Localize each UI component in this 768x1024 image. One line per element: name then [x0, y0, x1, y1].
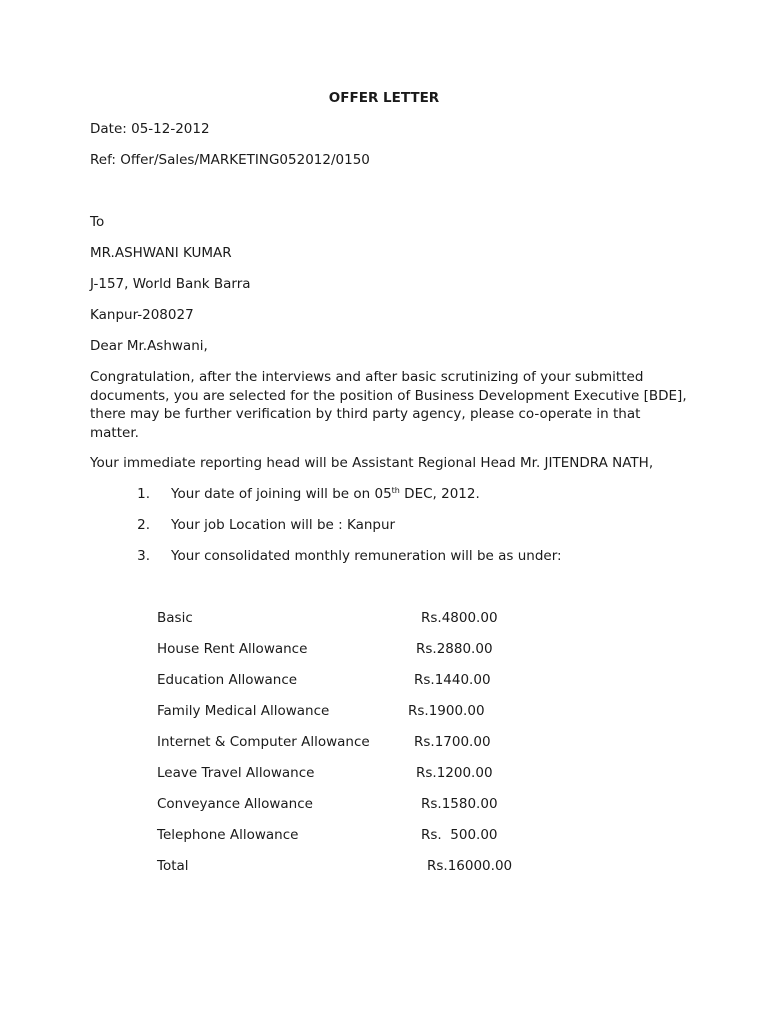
salary-value-hra: Rs.2880.00 [416, 641, 493, 657]
body-paragraph-reporting-head: Your immediate reporting head will be Assistant Regional Head Mr. JITENDRA NATH, [90, 455, 654, 471]
salary-value-leave-travel: Rs.1200.00 [416, 765, 493, 781]
letter-ref: Ref: Offer/Sales/MARKETING052012/0150 [90, 152, 370, 168]
salary-label-total: Total [157, 858, 189, 874]
salary-value-internet-computer: Rs.1700.00 [414, 734, 491, 750]
body-paragraph-congratulation: Congratulation, after the interviews and after basic scrutinizing of your submitted documents, you are selected for the position of Business Development Executive [BDE], there may be further verification by third party agency, please co-operate in that matter. [90, 369, 687, 441]
list-item-joining-date [171, 485, 480, 503]
salary-value-conveyance: Rs.1580.00 [421, 796, 498, 812]
list-item-number-3: 3. [137, 548, 150, 564]
salary-label-hra: House Rent Allowance [157, 641, 308, 657]
to-label: To [90, 214, 105, 230]
joining-date-month: DEC, 2012. [399, 486, 480, 502]
recipient-address-line2: Kanpur-208027 [90, 307, 194, 323]
joining-date-ordinal: th [391, 486, 400, 495]
recipient-name: MR.ASHWANI KUMAR [90, 245, 232, 261]
salary-label-internet-computer: Internet & Computer Allowance [157, 734, 370, 750]
salary-value-education: Rs.1440.00 [414, 672, 491, 688]
salary-label-basic: Basic [157, 610, 193, 626]
joining-date-text: Your date of joining will be on 05 [171, 486, 392, 502]
recipient-address-line1: J-157, World Bank Barra [90, 276, 251, 292]
salary-label-education: Education Allowance [157, 672, 298, 688]
list-item-remuneration: Your consolidated monthly remuneration will be as under: [171, 548, 562, 564]
salary-value-basic: Rs.4800.00 [421, 610, 498, 626]
salary-value-family-medical: Rs.1900.00 [408, 703, 485, 719]
salary-label-family-medical: Family Medical Allowance [157, 703, 330, 719]
letter-title: OFFER LETTER [328, 90, 440, 106]
letter-date: Date: 05-12-2012 [90, 121, 210, 137]
list-item-job-location: Your job Location will be : Kanpur [171, 517, 396, 533]
salary-label-leave-travel: Leave Travel Allowance [157, 765, 315, 781]
salary-value-telephone: Rs. 500.00 [421, 827, 498, 843]
salary-label-conveyance: Conveyance Allowance [157, 796, 313, 812]
salary-value-total: Rs.16000.00 [427, 858, 513, 874]
list-item-number-2: 2. [137, 517, 150, 533]
list-item-number-1: 1. [137, 486, 150, 502]
salary-label-telephone: Telephone Allowance [157, 827, 299, 843]
salutation: Dear Mr.Ashwani, [90, 338, 208, 354]
